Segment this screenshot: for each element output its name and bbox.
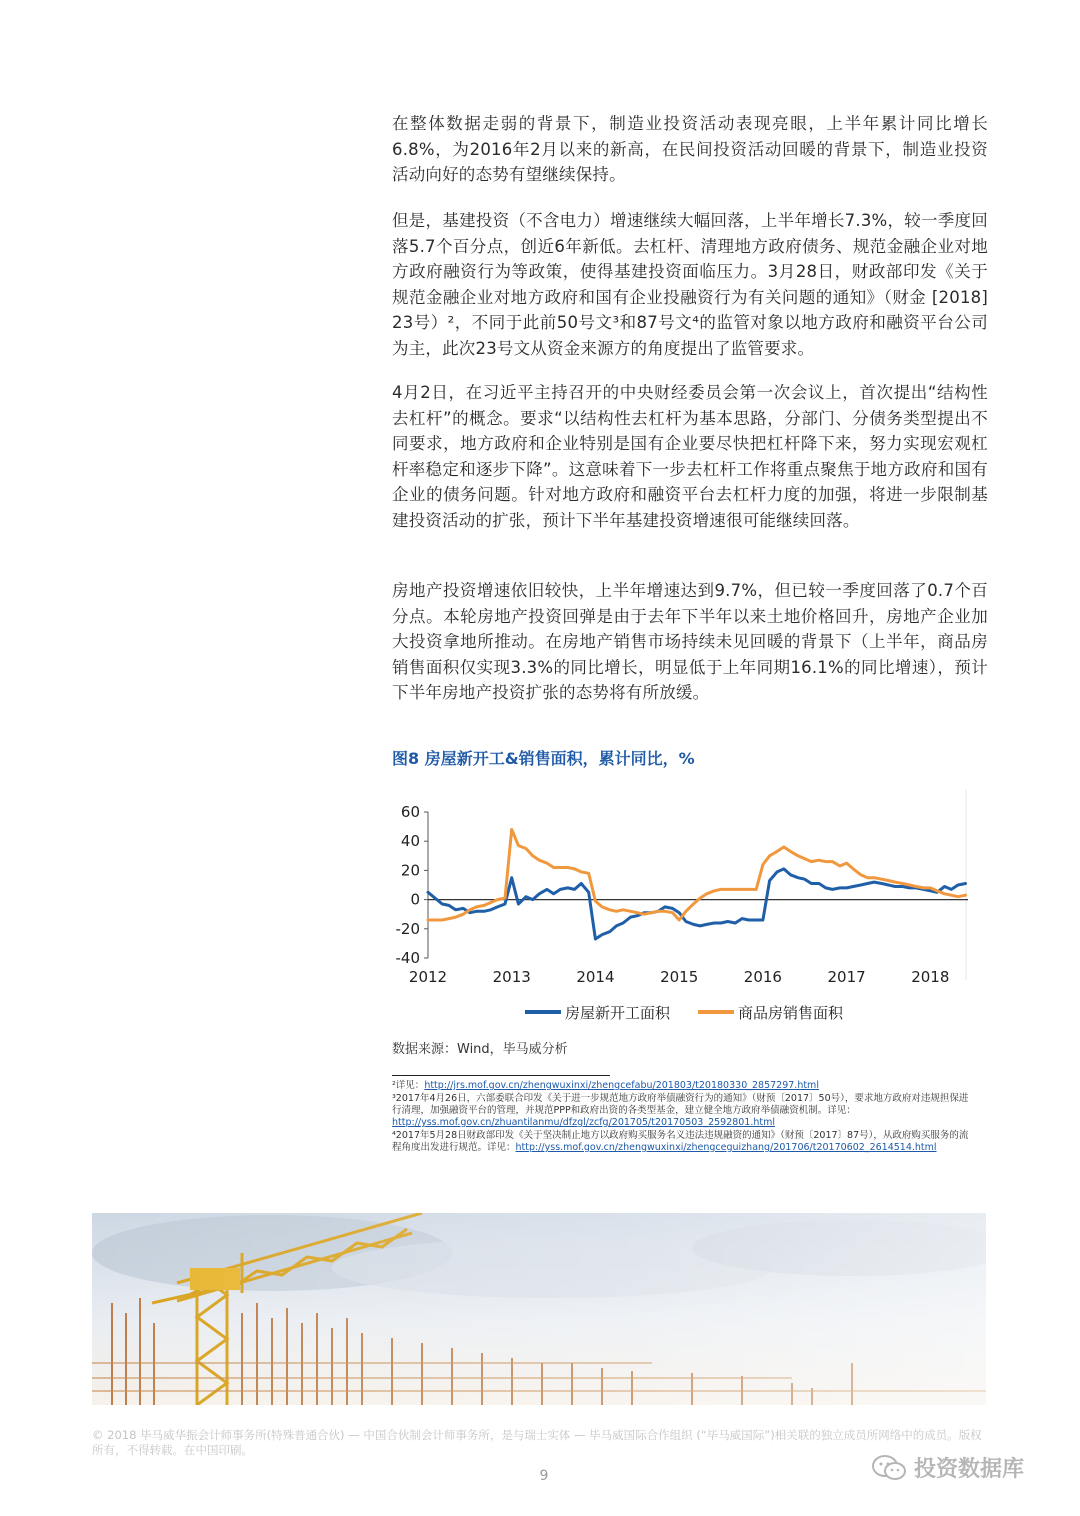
x-tick-label: 2018 xyxy=(911,968,950,986)
footnote-3-text: ³2017年4月26日，六部委联合印发《关于进一步规范地方政府举债融资行为的通知》（财预〔2017〕50号），要求地方政府对违规担保进行清理，加强融资平台的管理，并规范PPP和政府出资的各类型基金，建立健全地方政府举债融资机制。详见： xyxy=(392,1093,969,1116)
footnote-2-label: ²详见： xyxy=(392,1080,425,1091)
figure-title: 图8 房屋新开工&销售面积，累计同比，% xyxy=(392,749,695,768)
footnote-4 xyxy=(392,1130,977,1154)
body-paragraph-manufacturing: 在整体数据走弱的背景下，制造业投资活动表现亮眼，上半年累计同比增长6.8%，为2016年2月以来的新高，在民间投资活动回暖的背景下，制造业投资活动向好的态势有望继续保持。 xyxy=(392,114,988,185)
construction-crane-image xyxy=(92,1213,986,1405)
body-paragraph-infrastructure: 但是，基建投资（不含电力）增速继续大幅回落，上半年增长7.3%，较一季度回落5.7个百分点，创近6年新低。去杠杆、清理地方政府债务、规范金融企业对地方政府融资行为等政策，使得基建投资面临压力。3月28日，财政部印发《关于规范金融企业对地方政府和国有企业投融资行为有关问题的通知》（财金 [2018] 23号）²，不同于此前50号文³和87号文⁴的监管对象以地方政府和融资平台公司为主，此次23号文从资金来源方的角度提出了监管要求。 xyxy=(392,211,988,358)
x-tick-label: 2012 xyxy=(408,968,448,986)
y-tick-label: 40 xyxy=(400,832,420,851)
line-chart xyxy=(380,790,980,1032)
body-paragraph-real-estate: 房地产投资增速依旧较快，上半年增速达到9.7%，但已较一季度回落了0.7个百分点。本轮房地产投资回弹是由于去年下半年以来土地价格回升，房地产企业加大投资拿地所推动。在房地产销售市场持续未见回暖的背景下（上半年，商品房销售面积仅实现3.3%的同比增长，明显低于上年同期16.1%的同比增速），预计下半年房地产投资扩张的态势将有所放缓。 xyxy=(392,581,988,703)
y-tick-label: -20 xyxy=(395,919,420,938)
footnote-4-link[interactable]: http://yss.mof.gov.cn/zhengwuxinxi/zhengceguizhang/201706/t20170602_2614514.html xyxy=(515,1142,937,1153)
watermark-text: 投资数据库 xyxy=(914,1457,1025,1482)
page-number: 9 xyxy=(539,1468,549,1484)
footnote-2 xyxy=(392,1080,977,1092)
x-tick-label: 2013 xyxy=(492,968,531,986)
footnote-4-text: ⁴2017年5月28日财政部印发《关于坚决制止地方以政府购买服务名义违法违规融资的通知》（财预〔2017〕87号），从政府购买服务的流程角度出发进行规范。详见： xyxy=(392,1130,969,1153)
construction-crane-photo xyxy=(92,1213,986,1405)
chart-svg xyxy=(380,790,980,1032)
footnote-rule xyxy=(392,1075,610,1076)
watermark xyxy=(872,1452,1024,1483)
y-tick-label: 0 xyxy=(410,890,420,909)
wechat-icon xyxy=(872,1454,906,1482)
y-tick-label: 60 xyxy=(400,803,420,821)
series-line-commodity-sales xyxy=(428,830,966,921)
data-source: 数据来源：Wind，毕马威分析 xyxy=(392,1042,568,1057)
footnote-3 xyxy=(392,1093,977,1129)
x-tick-label: 2015 xyxy=(660,968,699,986)
x-tick-label: 2014 xyxy=(576,968,615,986)
footnote-2-link[interactable]: http://jrs.mof.gov.cn/zhengwuxinxi/zhengcefabu/201803/t20180330_2857297.html xyxy=(424,1080,819,1091)
body-paragraph-deleveraging: 4月2日，在习近平主持召开的中央财经委员会第一次会议上，首次提出“结构性去杠杆”的概念。要求“以结构性去杠杆为基本思路，分部门、分债务类型提出不同要求，地方政府和企业特别是国有企业要尽快把杠杆降下来，努力实现宏观杠杆率稳定和逐步下降”。这意味着下一步去杠杆工作将重点聚焦于地方政府和国有企业的债务问题。针对地方政府和融资平台去杠杆力度的加强，将进一步限制基建投资活动的扩张，预计下半年基建投资增速很可能继续回落。 xyxy=(392,383,988,530)
footnotes xyxy=(392,1080,977,1155)
y-tick-label: -40 xyxy=(395,949,420,967)
legend-label: 商品房销售面积 xyxy=(738,1004,844,1022)
legend-label: 房屋新开工面积 xyxy=(565,1004,671,1022)
footnote-3-link[interactable]: http://yss.mof.gov.cn/zhuantilanmu/dfzgl/zcfg/201705/t20170503_2592801.html xyxy=(392,1117,776,1128)
copyright-notice: © 2018 毕马威华振会计师事务所(特殊普通合伙) — 中国合伙制会计师事务所，是与瑞士实体 — 毕马威国际合作组织 (“毕马威国际”)相关联的独立成员所网络中的成员。版权所有，不得转载。在中国印刷。 xyxy=(92,1428,982,1457)
y-tick-label: 20 xyxy=(400,861,420,880)
x-tick-label: 2016 xyxy=(743,968,782,986)
x-tick-label: 2017 xyxy=(827,968,866,986)
